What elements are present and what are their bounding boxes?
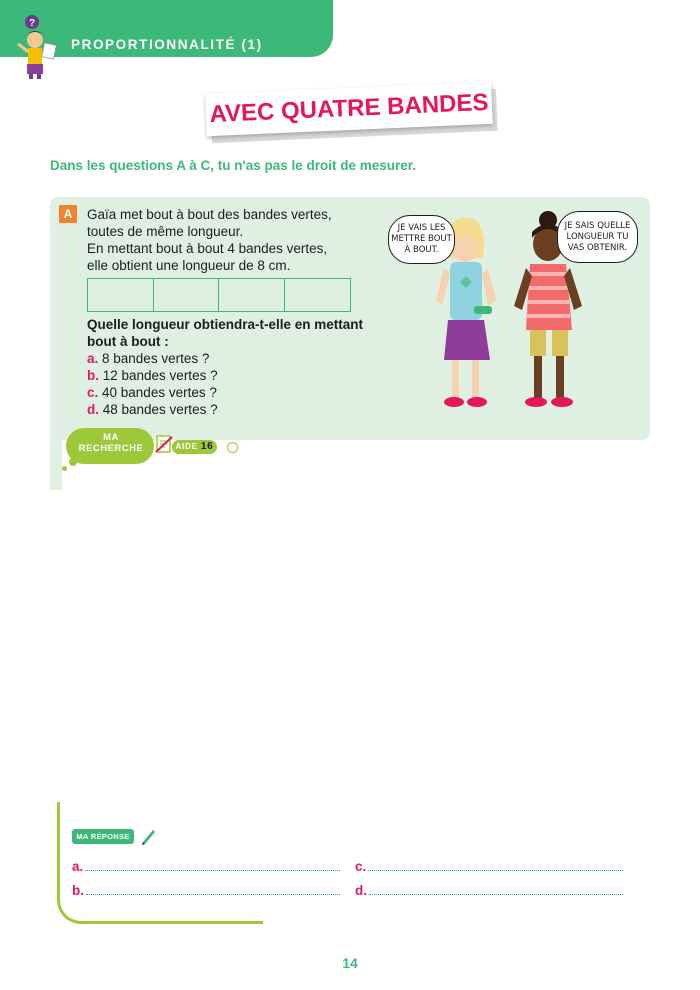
- option-item: [87, 367, 218, 384]
- green-strip: [153, 278, 220, 312]
- option-text: 40 bandes vertes ?: [98, 385, 217, 400]
- dotted-line: [369, 894, 623, 895]
- option-text: 48 bandes vertes ?: [99, 402, 218, 417]
- statement-line: En mettant bout à bout 4 bandes vertes,: [87, 241, 328, 256]
- statement-line: elle obtient une longueur de 8 cm.: [87, 258, 291, 273]
- recherche-bubble-dot: [62, 466, 67, 471]
- green-strip: [284, 278, 351, 312]
- reponse-label: MA RÉPONSE: [72, 829, 134, 844]
- statement-line: toutes de même longueur.: [87, 224, 244, 239]
- option-letter: c.: [87, 385, 99, 400]
- option-text: 12 bandes vertes ?: [99, 368, 218, 383]
- option-item: [87, 384, 218, 401]
- dotted-line: [85, 870, 340, 871]
- option-letter: a.: [87, 351, 99, 366]
- aide-number: 16: [200, 441, 214, 452]
- option-letter: d.: [87, 402, 99, 417]
- speech-bubble-right: JE SAIS QUELLE LONGUEUR TU VAS OBTENIR.: [557, 211, 638, 263]
- question-text: Quelle longueur obtiendra-t-elle en mettant bout à bout :: [87, 317, 364, 349]
- panel-tail: [50, 430, 62, 490]
- intro-instruction: Dans les questions A à C, tu n'as pas le droit de mesurer.: [50, 158, 417, 173]
- answer-letter: d.: [355, 883, 367, 898]
- page-title: AVEC QUATRE BANDES: [208, 88, 489, 129]
- option-item: [87, 401, 218, 418]
- chapter-title: PROPORTIONNALITÉ (1): [71, 37, 263, 52]
- pencil-icon: [139, 826, 157, 846]
- green-strips: [87, 278, 349, 312]
- answer-line-a[interactable]: [72, 858, 340, 874]
- dotted-line: [86, 894, 340, 895]
- svg-text:?: ?: [28, 18, 36, 29]
- exercise-statement: [87, 206, 377, 274]
- page-number: 14: [342, 955, 358, 971]
- aide-circle: [227, 442, 238, 453]
- mascot-icon: [10, 14, 60, 80]
- speech-bubble-left: JE VAIS LES METTRE BOUT À BOUT.: [388, 215, 455, 264]
- answer-line-b[interactable]: [72, 882, 340, 898]
- option-text: 8 bandes vertes ?: [98, 351, 210, 366]
- answer-line-c[interactable]: [355, 858, 623, 874]
- green-strip: [218, 278, 285, 312]
- green-strip: [87, 278, 154, 312]
- aide-notebook-icon: [154, 434, 174, 454]
- answer-line-d[interactable]: [355, 882, 623, 898]
- answer-letter: c.: [355, 859, 367, 874]
- statement-line: Gaïa met bout à bout des bandes vertes,: [87, 207, 332, 222]
- aide-label: AIDE: [175, 442, 198, 451]
- dotted-line: [368, 870, 623, 871]
- options-list: [87, 350, 218, 418]
- aide-badge[interactable]: [172, 440, 217, 454]
- answer-letter: b.: [72, 883, 84, 898]
- exercise-letter-badge: A: [59, 205, 77, 223]
- answer-letter: a.: [72, 859, 84, 874]
- option-letter: b.: [87, 368, 99, 383]
- option-item: [87, 350, 218, 367]
- recherche-label: MA RECHERCHE: [78, 432, 144, 454]
